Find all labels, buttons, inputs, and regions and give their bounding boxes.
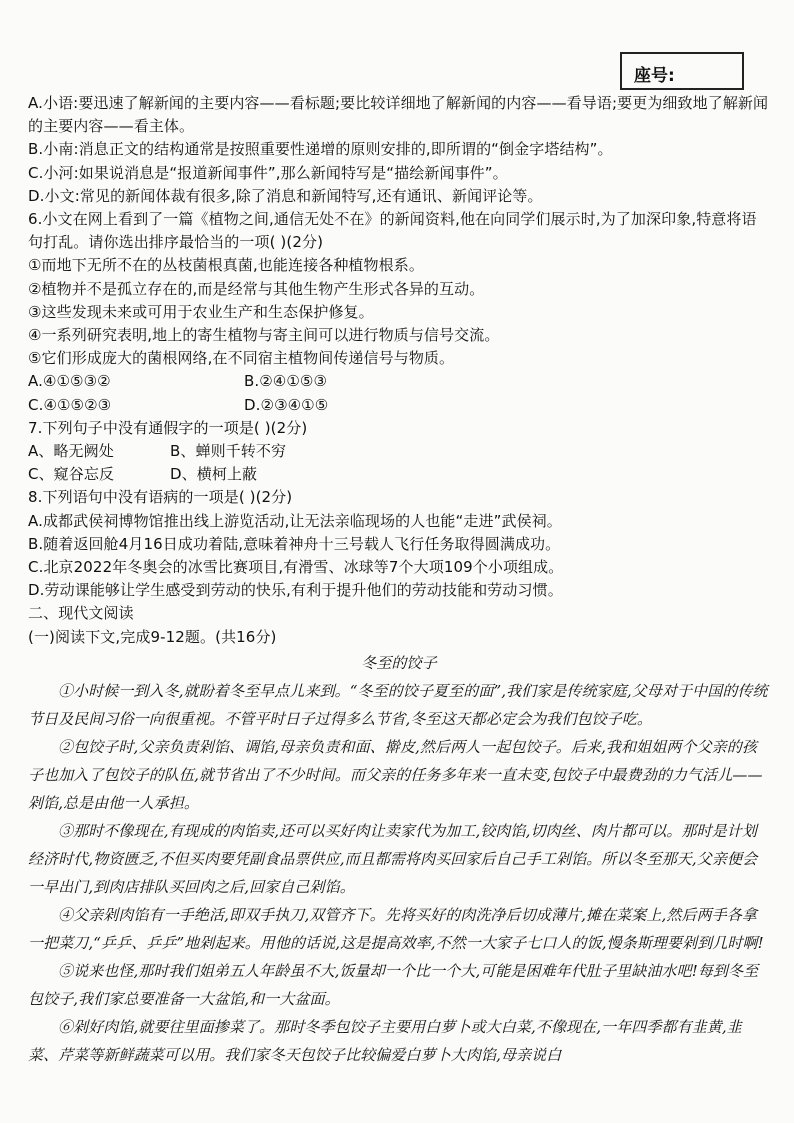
story-paragraph: ④父亲剁肉馅有一手绝活,即双手执刀,双管齐下。先将买好的肉洗净后切成薄片,摊在菜案上,然后两手各拿一把菜刀,“乒乒、乒乒”地剁起来。用他的话说,这是提高效率,不然一大家子七口人的饭,慢条斯理要剁到几时啊! (28, 905, 764, 952)
q6-sentence-3: ③这些发现未来或可用于农业生产和生态保护修复。 (28, 302, 374, 321)
story-paragraph: ①小时候一到入冬,就盼着冬至早点儿来到。“冬至的饺子夏至的面”,我们家是传统家庭,父母对于中国的传统节日及民间习俗一向很重视。不管平时日子过得多么节省,冬至这天都必定会为我们包饺子吃。 (28, 681, 768, 728)
q7-option-a: A、略无阙处 (28, 442, 114, 461)
q6-sentence-4: ④一系列研究表明,地上的寄生植物与寄主间可以进行物质与信号交流。 (28, 326, 500, 345)
q6-sentence-1: ①而地下无所不在的丛枝菌根真菌,也能连接各种植物根系。 (28, 256, 424, 275)
q6-option-c: C.④①⑤②③ (28, 395, 112, 414)
q6-option-a: A.④①⑤③② (28, 372, 111, 391)
q8-option-c: C.北京2022年冬奥会的冰雪比赛项目,有滑雪、冰球等7个大项109个小项组成。 (28, 558, 564, 577)
q8-option-d: D.劳动课能够让学生感受到劳动的快乐,有利于提升他们的劳动技能和劳动习惯。 (28, 581, 563, 600)
q6-options-row-2 (28, 394, 770, 417)
story-paragraph: ③那时不像现在,有现成的肉馅卖,还可以买好肉让卖家代为加工,铰肉馅,切肉丝、肉片都可以。那时是计划经济时代,物资匮乏,不但买肉要凭副食品票供应,而且都需将肉买回家后自己手工剁馅。所以冬至那天,父亲便会一早出门,到肉店排队买回肉之后,回家自己剁馅。 (28, 821, 758, 896)
q6-options-row-1 (28, 370, 770, 393)
q7-option-c: C、窥谷忘反 (28, 465, 115, 484)
section-2-title: 二、现代文阅读 (28, 604, 134, 623)
q5-option-d: D.小文:常见的新闻体裁有很多,除了消息和新闻特写,还有通讯、新闻评论等。 (28, 186, 543, 205)
q5-option-c: C.小河:如果说消息是“报道新闻事件”,那么新闻特写是“描绘新闻事件”。 (28, 163, 508, 182)
q6-sentence-2: ②植物并不是孤立存在的,而是经常与其他生物产生形式各异的互动。 (28, 279, 485, 298)
seat-number-box (620, 52, 744, 90)
q6-option-b: B.②④①⑤③ (244, 372, 327, 391)
story (28, 649, 770, 1069)
q7-options-row-2 (28, 463, 770, 486)
q8-stem: 8.下列语句中没有语病的一项是( )(2分) (28, 488, 293, 507)
story-paragraph: ⑥剁好肉馅,就要往里面掺菜了。那时冬季包饺子主要用白萝卜或大白菜,不像现在,一年四季都有韭黄,韭菜、芹菜等新鲜蔬菜可以用。我们家冬天包饺子比较偏爱白萝卜大肉馅,母亲说白 (28, 1017, 742, 1064)
q6-stem: 6.小文在网上看到了一篇《植物之间,通信无处不在》的新闻资料,他在向同学们展示时,为了加深印象,特意将语句打乱。请你选出排序最恰当的一项( )(2分) (28, 210, 757, 252)
story-paragraph: ⑤说来也怪,那时我们姐弟五人年龄虽不大,饭量却一个比一个大,可能是困难年代肚子里缺油水吧!每到冬至包饺子,我们家总要准备一大盆馅,和一大盆面。 (28, 961, 759, 1008)
q8-option-b: B.随着返回舱4月16日成功着陆,意味着神舟十三号载人飞行任务取得圆满成功。 (28, 534, 561, 553)
q7-stem: 7.下列句子中没有通假字的一项是( )(2分) (28, 418, 308, 437)
reading-1-intro: (一)阅读下文,完成9-12题。(共16分) (28, 627, 277, 646)
q7-options-row-1 (28, 440, 770, 463)
seat-number-label: 座号: (634, 66, 675, 86)
q6-sentence-5: ⑤它们形成庞大的菌根网络,在不同宿主植物间传递信号与物质。 (28, 349, 455, 368)
story-paragraph: ②包饺子时,父亲负责剁馅、调馅,母亲负责和面、擀皮,然后两人一起包饺子。后来,我和姐姐两个父亲的孩子也加入了包饺子的队伍,就节省出了不少时间。而父亲的任务多年来一直未变,包饺子中最费劲的力气活儿——剁馅,总是由他一人承担。 (28, 737, 763, 812)
q7-option-d: D、横柯上蔽 (170, 465, 258, 484)
q6-option-d: D.②③④①⑤ (244, 395, 329, 414)
q8-option-a: A.成都武侯祠博物馆推出线上游览活动,让无法亲临现场的人也能“走进”武侯祠。 (28, 511, 562, 530)
story-title: 冬至的饺子 (361, 653, 437, 672)
q5-option-b: B.小南:消息正文的结构通常是按照重要性递增的原则安排的,即所谓的“倒金字塔结构”。 (28, 140, 613, 159)
q5-option-a: A.小语:要迅速了解新闻的主要内容——看标题;要比较详细地了解新闻的内容——看导语;要更为细致地了解新闻的主要内容——看主体。 (28, 94, 769, 136)
exam-content (28, 92, 770, 1069)
q7-option-b: B、蝉则千转不穷 (170, 442, 287, 461)
